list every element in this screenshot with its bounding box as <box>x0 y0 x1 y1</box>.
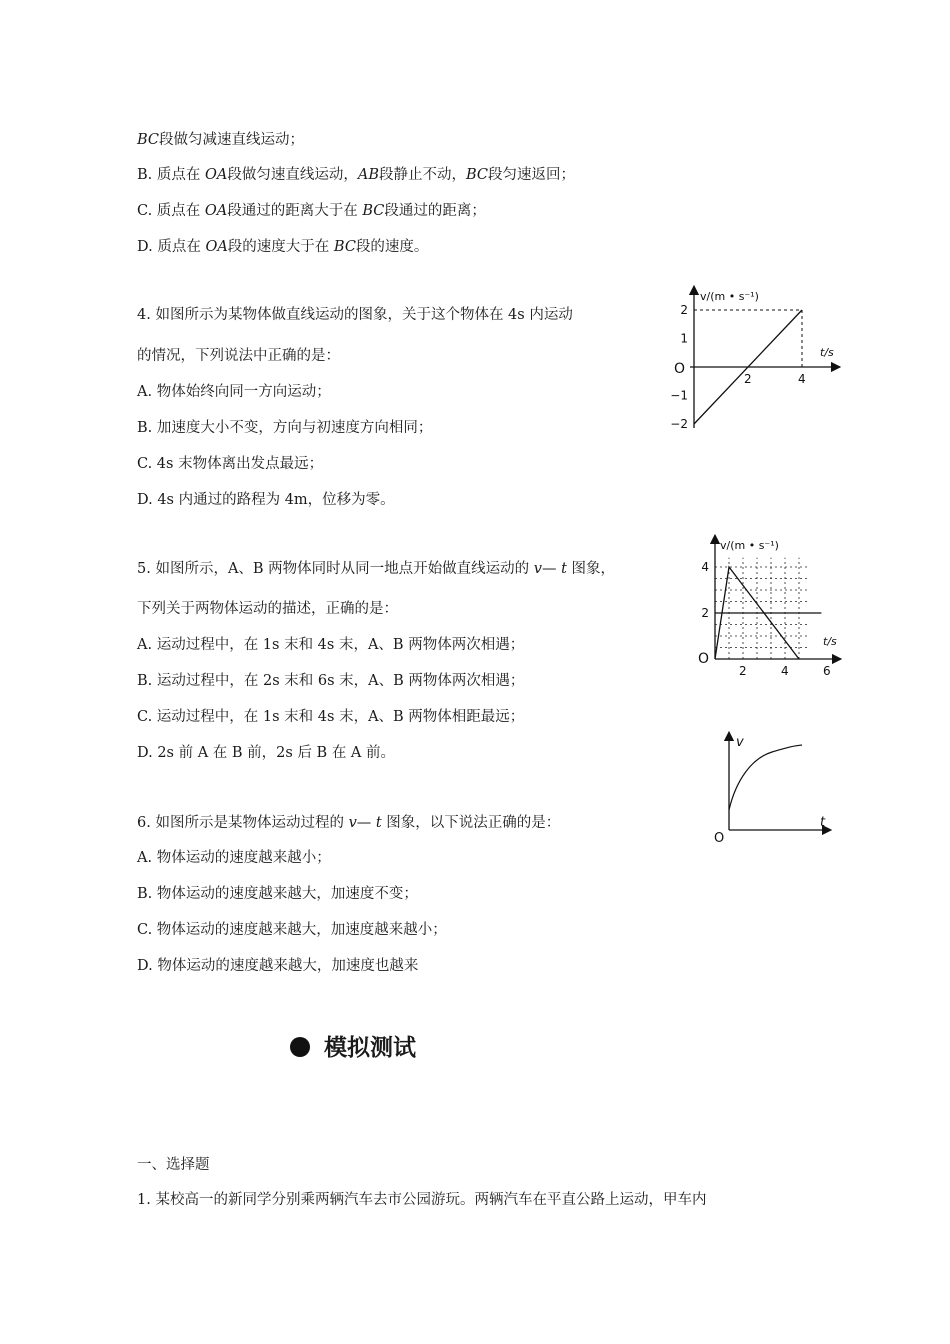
section-subtitle <box>137 1155 210 1175</box>
text-run: v <box>348 815 357 831</box>
text-run: 段匀速返回； <box>488 167 576 183</box>
question-4-option-c <box>137 454 323 474</box>
x-tick-label: 6 <box>823 664 831 678</box>
question-6-option-b <box>137 884 418 904</box>
y-tick-label: 4 <box>701 560 709 574</box>
text-run: BC <box>333 239 356 255</box>
text-run: 图象， <box>566 561 616 577</box>
text-run: 段的速度大于在 <box>227 239 334 255</box>
text-run: B. 运动过程中，在 2s 末和 6s 末，A、B 两物体两次相遇； <box>137 673 525 689</box>
text-run: 段通过的距离； <box>384 203 486 219</box>
text-run: B. 加速度大小不变，方向与初速度方向相同； <box>137 420 433 436</box>
question-5-option-b <box>137 671 524 691</box>
text-run: A. 运动过程中，在 1s 末和 4s 末，A、B 两物体两次相遇； <box>137 637 525 653</box>
question-1-stem <box>137 1190 706 1210</box>
text-run: OA <box>204 203 228 219</box>
x-tick-label: 4 <box>781 664 789 678</box>
x-axis-label: t <box>820 815 826 830</box>
bullet-icon <box>290 1037 310 1057</box>
text-run: BC <box>137 132 160 148</box>
text-line <box>137 130 304 150</box>
question-4-stem-cont <box>137 346 340 366</box>
origin-label: O <box>698 651 710 667</box>
question-6-stem <box>137 813 560 833</box>
text-run: B. 质点在 <box>137 167 205 183</box>
text-run: 一、选择题 <box>137 1157 210 1173</box>
text-run: 段通过的距离大于在 <box>227 203 363 219</box>
y-tick-label: −1 <box>670 388 688 403</box>
question-5-option-d <box>137 743 395 763</box>
text-run: v <box>533 561 542 577</box>
text-run: 4. 如图所示为某物体做直线运动的图象，关于这个物体在 4s 内运动 <box>137 307 573 323</box>
text-run: t <box>561 561 567 577</box>
y-axis-label: v <box>736 735 744 750</box>
vt-graph-question-6 <box>712 730 842 845</box>
option-d <box>137 237 428 257</box>
text-run: 段静止不动， <box>378 167 466 183</box>
question-5-option-a <box>137 635 524 655</box>
x-axis-label: t/s <box>823 635 837 648</box>
question-5-stem <box>137 559 615 579</box>
text-run: AB <box>357 167 379 183</box>
option-c <box>137 201 486 221</box>
text-run: C. 物体运动的速度越来越大，加速度越来越小； <box>137 922 447 938</box>
x-tick-label: 4 <box>798 372 806 386</box>
question-4-option-d <box>137 490 395 510</box>
text-run: 段做匀减速直线运动； <box>159 132 305 148</box>
origin-label: O <box>674 361 686 377</box>
question-5-option-c <box>137 707 524 727</box>
text-run: OA <box>204 167 228 183</box>
question-4-stem <box>137 305 573 325</box>
text-run: D. 物体运动的速度越来越大，加速度也越来 <box>137 958 419 974</box>
x-tick-label: 2 <box>744 372 752 386</box>
question-4-option-a <box>137 382 331 402</box>
text-run: BC <box>465 167 489 183</box>
text-run: 段做匀速直线运动， <box>227 167 358 183</box>
text-run: OA <box>205 239 228 255</box>
text-run: A. 物体始终向同一方向运动； <box>137 384 331 400</box>
y-axis-label: v/(m • s⁻¹) <box>720 539 779 552</box>
velocity-curve <box>729 745 802 810</box>
text-run: D. 4s 内通过的路程为 4m，位移为零。 <box>137 492 395 508</box>
text-run: A. 物体运动的速度越来越小； <box>137 850 331 866</box>
text-run: — <box>356 815 376 831</box>
text-run: 的情况，下列说法中正确的是： <box>137 348 340 364</box>
x-axis-label: t/s <box>820 346 834 359</box>
y-tick-label: 2 <box>680 303 688 317</box>
question-6-option-c <box>137 920 447 940</box>
text-run: D. 质点在 <box>137 239 206 255</box>
text-run: 下列关于两物体运动的描述，正确的是： <box>137 601 398 617</box>
text-run: D. 2s 前 A 在 B 前，2s 后 B 在 A 前。 <box>137 745 396 761</box>
y-tick-label: −2 <box>670 417 688 431</box>
x-tick-label: 2 <box>739 664 747 678</box>
question-6-option-d <box>137 956 418 976</box>
text-run: B. 物体运动的速度越来越大，加速度不变； <box>137 886 418 902</box>
origin-label: O <box>714 831 725 846</box>
section-heading <box>290 1032 416 1064</box>
section-heading-text: 模拟测试 <box>324 1035 416 1061</box>
question-4-option-b <box>137 418 432 438</box>
y-tick-label: 1 <box>680 331 688 346</box>
text-run: C. 质点在 <box>137 203 205 219</box>
text-run: t <box>375 815 382 831</box>
vt-graph-question-5 <box>697 533 872 678</box>
y-axis-label: v/(m • s⁻¹) <box>700 290 759 303</box>
question-5-stem-cont <box>137 599 398 619</box>
question-6-option-a <box>137 848 331 868</box>
text-run: — <box>542 561 562 577</box>
option-b <box>137 165 575 185</box>
text-run: C. 4s 末物体离出发点最远； <box>137 456 324 472</box>
text-run: C. 运动过程中，在 1s 末和 4s 末，A、B 两物体相距最远； <box>137 709 525 725</box>
text-run: BC <box>362 203 385 219</box>
vt-graph-question-4 <box>668 282 843 432</box>
text-run: 图象，以下说法正确的是： <box>381 815 561 831</box>
text-run: 6. 如图所示是某物体运动过程的 <box>137 815 349 831</box>
text-run: 段的速度。 <box>355 239 429 255</box>
text-run: 5. 如图所示，A、B 两物体同时从同一地点开始做直线运动的 <box>137 561 534 577</box>
y-tick-label: 2 <box>701 606 709 620</box>
text-run: 1. 某校高一的新同学分别乘两辆汽车去市公园游玩。两辆汽车在平直公路上运动，甲车内 <box>137 1192 707 1208</box>
